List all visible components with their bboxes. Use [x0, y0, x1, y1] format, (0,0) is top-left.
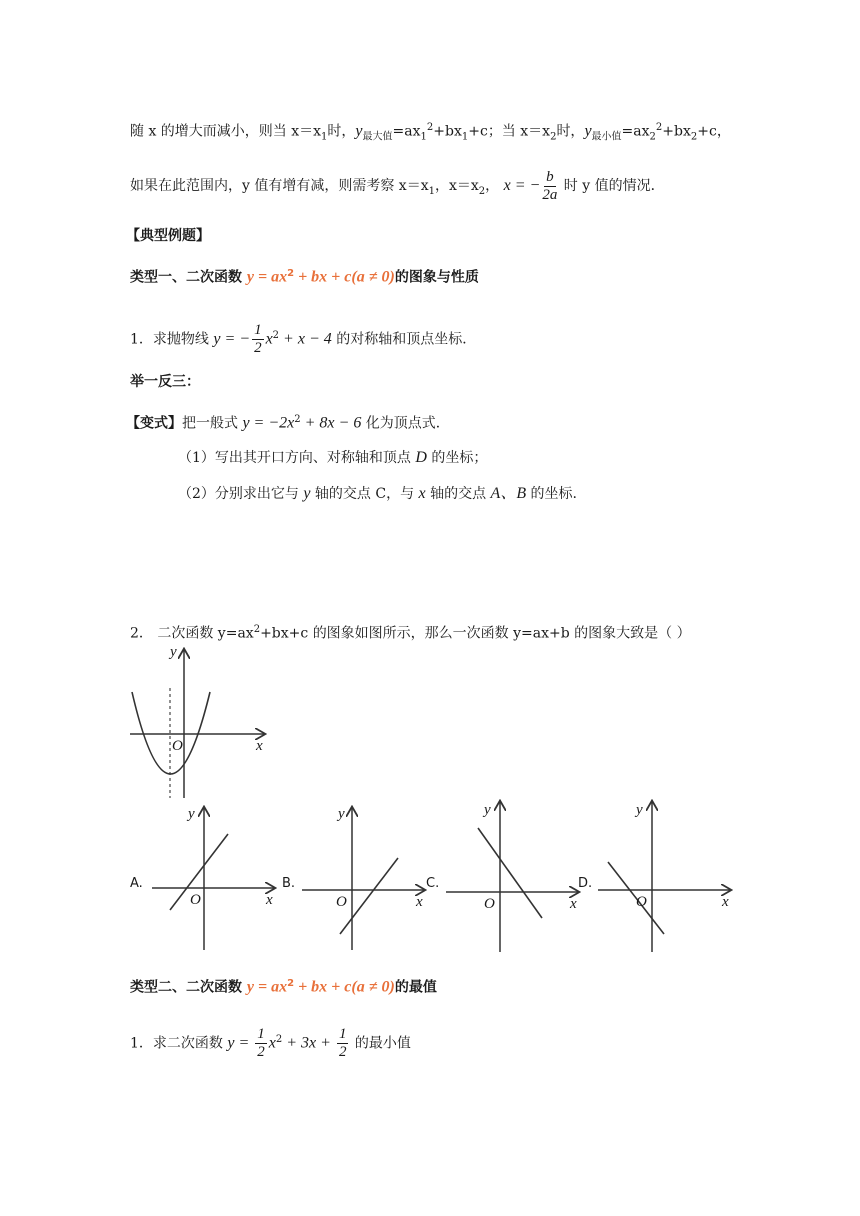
svg-text:x: x [722, 894, 729, 910]
drill-heading: 举一反三： [130, 374, 200, 390]
y-max-symbol: y [355, 122, 363, 140]
option-b-line [340, 858, 398, 934]
fraction-one-half: $\frac{1}{2}$ [254, 322, 262, 357]
y-axis-label: y [170, 644, 177, 660]
type1-heading: 类型一、二次函数 $y = ax^2$ + bx + c(a ≠ 0)的图象与性质 [130, 268, 479, 286]
origin-label: O [172, 738, 183, 754]
option-a-graph [150, 800, 280, 950]
svg-text:y: y [338, 806, 345, 822]
svg-text:x: x [266, 892, 273, 908]
variant-subquestion-2: （2）分别求出它与 y 轴的交点 C，与 x 轴的交点 A、B 的坐标. [178, 485, 578, 502]
axis-formula: x = − [503, 177, 541, 194]
paragraph-range-decreasing: 随 x 的增大而减小，则当 $x=x_1$时，$y_{最大值}=ax_1^2+bx_1+c$；当 $x=x_2$时，$y_{最小值}=ax_2^2+bx_2+c$， [130, 122, 731, 143]
svg-text:O: O [190, 892, 201, 908]
option-a-label: A. [130, 876, 143, 891]
option-b-graph [300, 800, 430, 950]
question-2-graph: 2． 二次函数 $y=ax^2+bx+c$ 的图象如图所示，那么一次函数 y=ax+b 的图象大致是（ ） [130, 624, 691, 642]
option-b-label: B. [282, 876, 296, 891]
question-1-parabola: 1．求抛物线 y = − $\frac{1}{2}$ $x^2 + x - 4$ 的对称轴和顶点坐标． [130, 322, 477, 357]
svg-text:O: O [636, 894, 647, 910]
option-c-graph [444, 794, 584, 954]
x-axis-label: x [256, 738, 263, 754]
variant-tag: 【变式】 [126, 415, 182, 432]
type2-heading: 类型二、二次函数 $y = ax^2$ + bx + c(a ≠ 0)的最值 [130, 978, 437, 996]
svg-text:y: y [484, 802, 491, 818]
question-min-value: 1．求二次函数 y = $\frac{1}{2}$ $x^2 + 3x$ + $\frac{1}{2}$ 的最小值 [130, 1026, 411, 1061]
parabola-curve [132, 692, 210, 774]
paragraph-range-mixed: 如果在此范围内，y 值有增有减，则需考察 $x=x_1$，$x=x_2$， x = − $\frac{b}{2a}$ 时 y 值的情况． [130, 168, 665, 203]
examples-heading: 【典型例题】 [126, 228, 210, 244]
svg-text:y: y [188, 806, 195, 822]
variant-subquestion-1: （1）写出其开口方向、对称轴和顶点 D 的坐标； [178, 449, 488, 466]
fraction-b-over-2a: $\frac{b}{2a}$ [542, 168, 558, 203]
svg-text:O: O [336, 894, 347, 910]
svg-text:O: O [484, 896, 495, 912]
svg-text:y: y [636, 802, 643, 818]
variant-question: 【变式】把一般式 $y = -2x^2 + 8x - 6$ 化为顶点式． [126, 414, 450, 432]
option-d-label: D. [578, 876, 593, 891]
y-min-symbol: y [584, 122, 592, 140]
fraction-one-half-b: $\frac{1}{2}$ [338, 1026, 347, 1061]
svg-text:x: x [570, 896, 577, 912]
option-c-label: C. [426, 876, 440, 891]
option-d-graph [596, 794, 736, 954]
fraction-one-half-a: $\frac{1}{2}$ [257, 1026, 265, 1061]
svg-text:x: x [416, 894, 423, 910]
parabola-graph [126, 640, 276, 800]
